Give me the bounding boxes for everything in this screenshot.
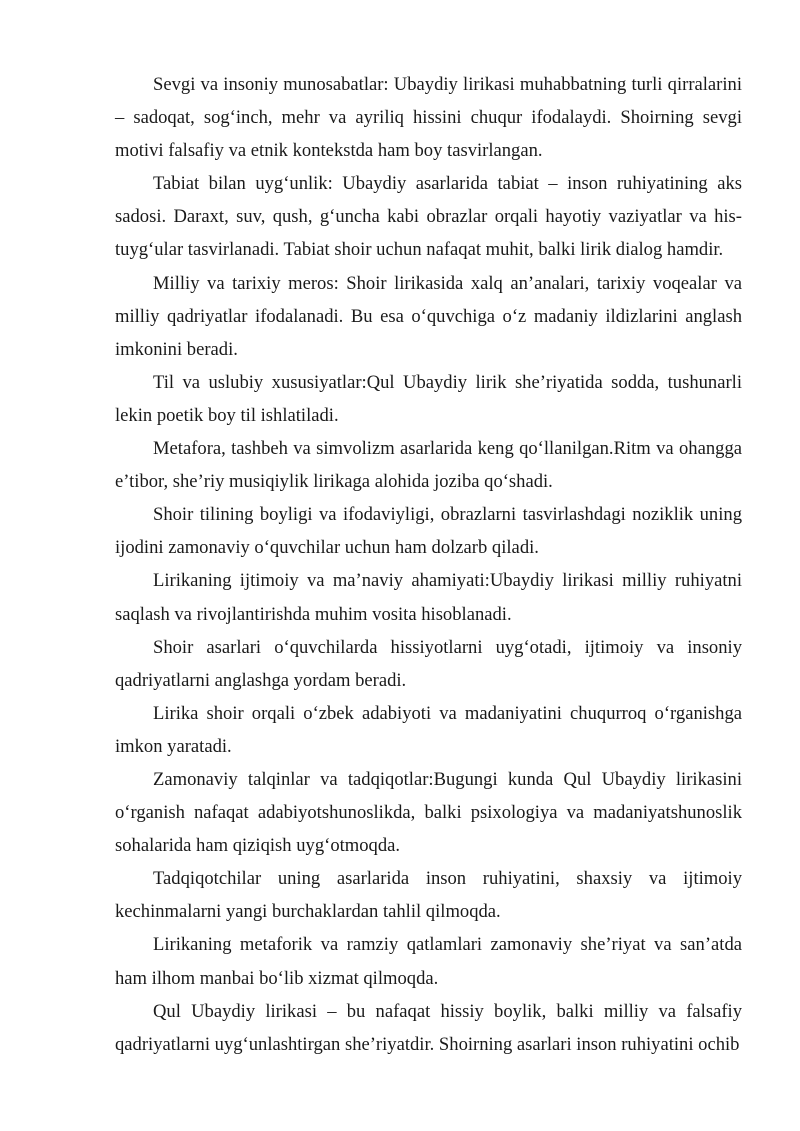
paragraph-literature-culture: Lirika shoir orqali o‘zbek adabiyoti va madaniyatini chuqurroq o‘rganishga imkon yaratadi. bbox=[115, 702, 742, 757]
paragraph-language-richness: Shoir tilining boyligi va ifodaviyligi, obrazlarni tasvirlashdagi noziklik uning ijodini zamonaviy o‘quvchilar uchun ham dolzarb qiladi. bbox=[115, 504, 742, 559]
paragraph-nature-harmony: Tabiat bilan uyg‘unlik: Ubaydiy asarlarida tabiat – inson ruhiyatining aks sadosi. Daraxt, suv, qush, g‘uncha kabi obrazlar orqali hayotiy vaziyatlar va his-tuyg‘ular tasvirlanadi. Tabiat shoir uchun nafaqat muhit, balki lirik dialog hamdir. bbox=[115, 173, 742, 261]
paragraph-reader-emotions: Shoir asarlari o‘quvchilarda hissiyotlarni uyg‘otadi, ijtimoiy va insoniy qadriyatlarni anglashga yordam beradi. bbox=[115, 636, 742, 691]
paragraph-metaphoric-layers: Lirikaning metaforik va ramziy qatlamlari zamonaviy she’riyat va san’atda ham ilhom manbai bo‘lib xizmat qilmoqda. bbox=[115, 934, 742, 989]
paragraph-researchers: Tadqiqotchilar uning asarlarida inson ruhiyatini, shaxsiy va ijtimoiy kechinmalarni yangi burchaklardan tahlil qilmoqda. bbox=[115, 868, 742, 923]
paragraph-modern-interpretations: Zamonaviy talqinlar va tadqiqotlar:Bugungi kunda Qul Ubaydiy lirikasini o‘rganish nafaqat adabiyotshunoslikda, balki psixologiya va madaniyatshunoslik sohalarida ham qiziqish uyg‘otmoqda. bbox=[115, 768, 742, 857]
paragraph-language-style: Til va uslubiy xususiyatlar:Qul Ubaydiy lirik she’riyatida sodda, tushunarli lekin poetik boy til ishlatiladi. bbox=[115, 371, 742, 426]
document-page bbox=[115, 68, 742, 1061]
paragraph-national-heritage: Milliy va tarixiy meros: Shoir lirikasida xalq an’analari, tarixiy voqealar va milliy qadriyatlar ifodalanadi. Bu esa o‘quvchiga o‘z madaniy ildizlarini anglash imkonini beradi. bbox=[115, 272, 742, 360]
paragraph-social-significance: Lirikaning ijtimoiy va ma’naviy ahamiyati:Ubaydiy lirikasi milliy ruhiyatni saqlash va rivojlantirishda muhim vosita hisoblanadi. bbox=[115, 570, 742, 625]
paragraph-conclusion: Qul Ubaydiy lirikasi – bu nafaqat hissiy boylik, balki milliy va falsafiy qadriyatlarni uyg‘unlashtirgan she’riyatdir. Shoirning asarlari inson ruhiyatini ochib bbox=[115, 1000, 742, 1055]
paragraph-love-relations: Sevgi va insoniy munosabatlar: Ubaydiy lirikasi muhabbatning turli qirralarini – sadoqat, sog‘inch, mehr va ayriliq hissini chuqur ifodalaydi. Shoirning sevgi motivi falsafiy va etnik kontekstda ham boy tasvirlangan. bbox=[115, 74, 742, 162]
paragraph-metaphor: Metafora, tashbeh va simvolizm asarlarida keng qo‘llanilgan.Ritm va ohangga e’tibor, she’riy musiqiylik lirikaga alohida joziba qo‘shadi. bbox=[115, 438, 742, 493]
